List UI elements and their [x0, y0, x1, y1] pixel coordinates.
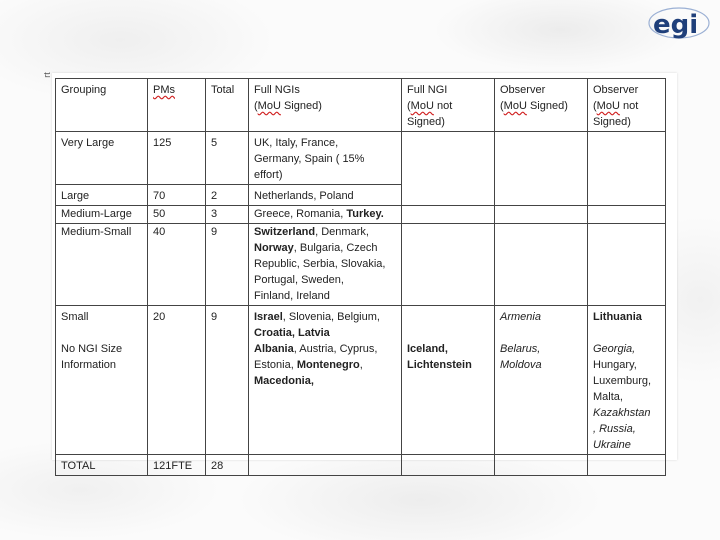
logo-text: egi — [653, 10, 699, 40]
cell-group: Small No NGI Size Information — [56, 306, 148, 455]
cell-observer-signed — [495, 206, 588, 224]
cell-group: Medium-Small — [56, 224, 148, 306]
cell-full-ngis: Israel, Slovenia, Belgium, Croatia, Latvia Albania, Austria, Cyprus, Estonia, Montenegro, Macedonia, — [249, 306, 402, 455]
header-full-ngi-not-signed: Full NGI (MoU not Signed) — [402, 79, 495, 132]
cell-observer-signed — [495, 455, 588, 476]
cell-full-ngis — [249, 455, 402, 476]
cell-group: Very Large — [56, 132, 148, 185]
cell-total: 5 — [206, 132, 249, 185]
header-pms: PMs — [148, 79, 206, 132]
cell-full-ngis: Switzerland, Denmark, Norway, Bulgaria, Czech Republic, Serbia, Slovakia, Portugal, Sweden, Finland, Ireland — [249, 224, 402, 306]
header-full-ngis: Full NGIs (MoU Signed) — [249, 79, 402, 132]
cell-group: Medium-Large — [56, 206, 148, 224]
cell-full-ngi-not-signed — [402, 206, 495, 224]
cell-full-ngis: UK, Italy, France, Germany, Spain ( 15% effort) — [249, 132, 402, 185]
table-row-very-large — [56, 132, 666, 185]
table-row-medium-small — [56, 224, 666, 306]
cell-full-ngi-not-signed — [402, 132, 495, 206]
cell-full-ngi-not-signed: Iceland, Lichtenstein — [402, 306, 495, 455]
cell-observer-not-signed: Lithuania Georgia, Hungary, Luxemburg, Malta, Kazakhstan , Russia, Ukraine — [588, 306, 666, 455]
cell-observer-signed — [495, 224, 588, 306]
cell-pms: 20 — [148, 306, 206, 455]
table-header-row — [56, 79, 666, 132]
document-page — [52, 73, 677, 472]
cell-total: 9 — [206, 306, 249, 455]
cell-total: 28 — [206, 455, 249, 476]
cell-full-ngis: Netherlands, Poland — [249, 185, 402, 206]
cell-total: 9 — [206, 224, 249, 306]
cell-observer-not-signed — [588, 132, 666, 206]
cell-group: Large — [56, 185, 148, 206]
table-row-small-and-no-size — [56, 306, 666, 455]
cell-pms: 121FTE — [148, 455, 206, 476]
ngi-grouping-table — [55, 78, 666, 476]
cell-total: 2 — [206, 185, 249, 206]
cell-observer-signed: Armenia Belarus, Moldova — [495, 306, 588, 455]
table-row-medium-large — [56, 206, 666, 224]
cell-full-ngi-not-signed — [402, 455, 495, 476]
cell-total: 3 — [206, 206, 249, 224]
cell-observer-not-signed — [588, 455, 666, 476]
egi-logo-mark — [648, 6, 710, 40]
cell-observer-signed — [495, 132, 588, 206]
header-total: Total — [206, 79, 249, 132]
cell-pms: 40 — [148, 224, 206, 306]
cell-observer-not-signed — [588, 224, 666, 306]
cell-pms: 125 — [148, 132, 206, 185]
table-row-total — [56, 455, 666, 476]
cell-group: TOTAL — [56, 455, 148, 476]
cell-pms: 70 — [148, 185, 206, 206]
header-grouping: Grouping — [56, 79, 148, 132]
cell-full-ngis: Greece, Romania, Turkey. — [249, 206, 402, 224]
egi-logo — [648, 6, 710, 40]
header-observer-not-signed: Observer (MoU not Signed) — [588, 79, 666, 132]
cell-pms: 50 — [148, 206, 206, 224]
header-observer-signed: Observer (MoU Signed) — [495, 79, 588, 132]
page-corner-mark: rt — [41, 72, 52, 78]
cell-full-ngi-not-signed — [402, 224, 495, 306]
cell-observer-not-signed — [588, 206, 666, 224]
